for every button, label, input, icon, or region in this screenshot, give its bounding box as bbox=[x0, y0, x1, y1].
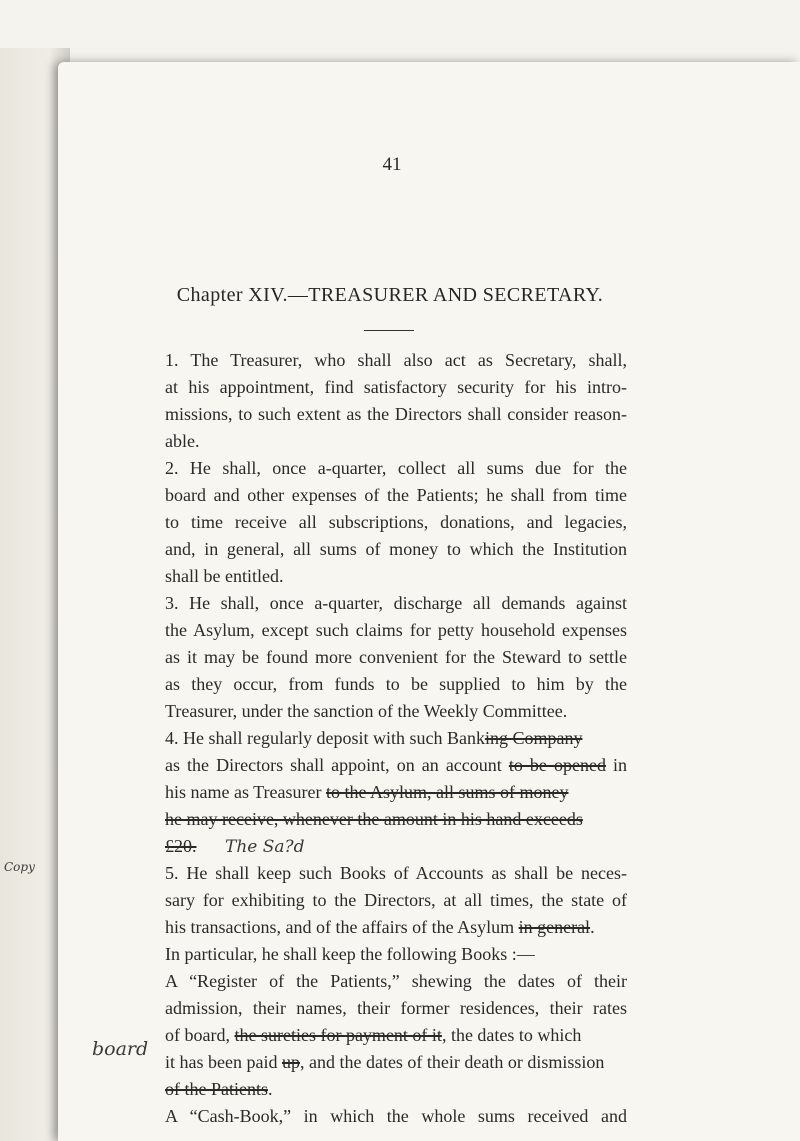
text: as the Directors shall appoint, on an account bbox=[165, 755, 502, 775]
struck-text: of the Patients bbox=[165, 1079, 268, 1099]
text: 4. He shall regularly deposit with such Bank bbox=[165, 728, 485, 748]
para4-line1 bbox=[165, 725, 627, 751]
text-line: as it may be found more convenient for the Steward to settle bbox=[165, 647, 627, 667]
text-line: A “Register of the Patients,” shewing the dates of their bbox=[165, 971, 627, 991]
para4-line5 bbox=[165, 833, 627, 859]
text-line: shall be entitled. bbox=[165, 566, 284, 586]
handwritten-note: The Sa?d bbox=[225, 837, 305, 857]
text: it has been paid bbox=[165, 1052, 278, 1072]
margin-note-board: board bbox=[92, 1038, 149, 1060]
text: . bbox=[590, 917, 595, 937]
chapter-title: Chapter XIV.—TREASURER AND SECRETARY. bbox=[176, 284, 604, 306]
para5-line9 bbox=[165, 1076, 627, 1102]
text: in bbox=[613, 755, 628, 775]
text-line: 3. He shall, once a-quarter, discharge all demands against bbox=[165, 593, 627, 613]
title-rule bbox=[364, 330, 414, 331]
para5-line8 bbox=[165, 1049, 627, 1075]
struck-text: £20. bbox=[165, 836, 197, 856]
struck-text: in general bbox=[518, 917, 591, 937]
text: , the dates to which bbox=[441, 1025, 582, 1045]
text-line: In particular, he shall keep the following Books :— bbox=[165, 944, 535, 964]
para5-line3 bbox=[165, 914, 627, 940]
text-line: at his appointment, find satisfactory security for his intro- bbox=[165, 377, 627, 397]
text-line: A “Cash-Book,” in which the whole sums received and bbox=[165, 1106, 627, 1126]
text-line: 5. He shall keep such Books of Accounts as shall be neces- bbox=[165, 863, 627, 883]
text-line: as they occur, from funds to be supplied to him by the bbox=[165, 674, 627, 694]
text-line: and, in general, all sums of money to which the Institution bbox=[165, 539, 627, 559]
text-line: the Asylum, except such claims for petty household expenses bbox=[165, 620, 627, 640]
struck-text: to be opened bbox=[508, 755, 606, 775]
text-line: 1. The Treasurer, who shall also act as Secretary, shall, bbox=[165, 350, 627, 370]
margin-note-copy: Copy bbox=[4, 860, 35, 874]
text-line: missions, to such extent as the Directors shall consider reason- bbox=[165, 404, 627, 424]
para4-line3 bbox=[165, 779, 627, 805]
para4-line4 bbox=[165, 806, 627, 832]
text-line: Treasurer, under the sanction of the Weekly Committee. bbox=[165, 701, 568, 721]
text: his transactions, and of the affairs of the Asylum bbox=[165, 917, 515, 937]
text: of board, bbox=[165, 1025, 230, 1045]
struck-text: ing Company bbox=[484, 728, 583, 748]
para5-line7 bbox=[165, 1022, 627, 1048]
text: his name as Treasurer bbox=[165, 782, 322, 802]
page-number: 41 bbox=[382, 154, 402, 175]
struck-text: up bbox=[281, 1052, 300, 1072]
text-line: to time receive all subscriptions, donations, and legacies, bbox=[165, 512, 627, 532]
text-line: sary for exhibiting to the Directors, at all times, the state of bbox=[165, 890, 627, 910]
text-line: able. bbox=[165, 431, 200, 451]
para4-line2 bbox=[165, 752, 627, 778]
struck-text: he may receive, whenever the amount in his hand exceeds bbox=[165, 809, 583, 829]
text-line: board and other expenses of the Patients; he shall from time bbox=[165, 485, 627, 505]
struck-text: the sureties for payment of it bbox=[234, 1025, 442, 1045]
text: . bbox=[267, 1079, 273, 1099]
text-line: 2. He shall, once a-quarter, collect all sums due for the bbox=[165, 458, 627, 478]
text: , and the dates of their death or dismission bbox=[299, 1052, 605, 1072]
struck-text: to the Asylum, all sums of money bbox=[325, 782, 569, 802]
text-line: admission, their names, their former residences, their rates bbox=[165, 998, 627, 1018]
